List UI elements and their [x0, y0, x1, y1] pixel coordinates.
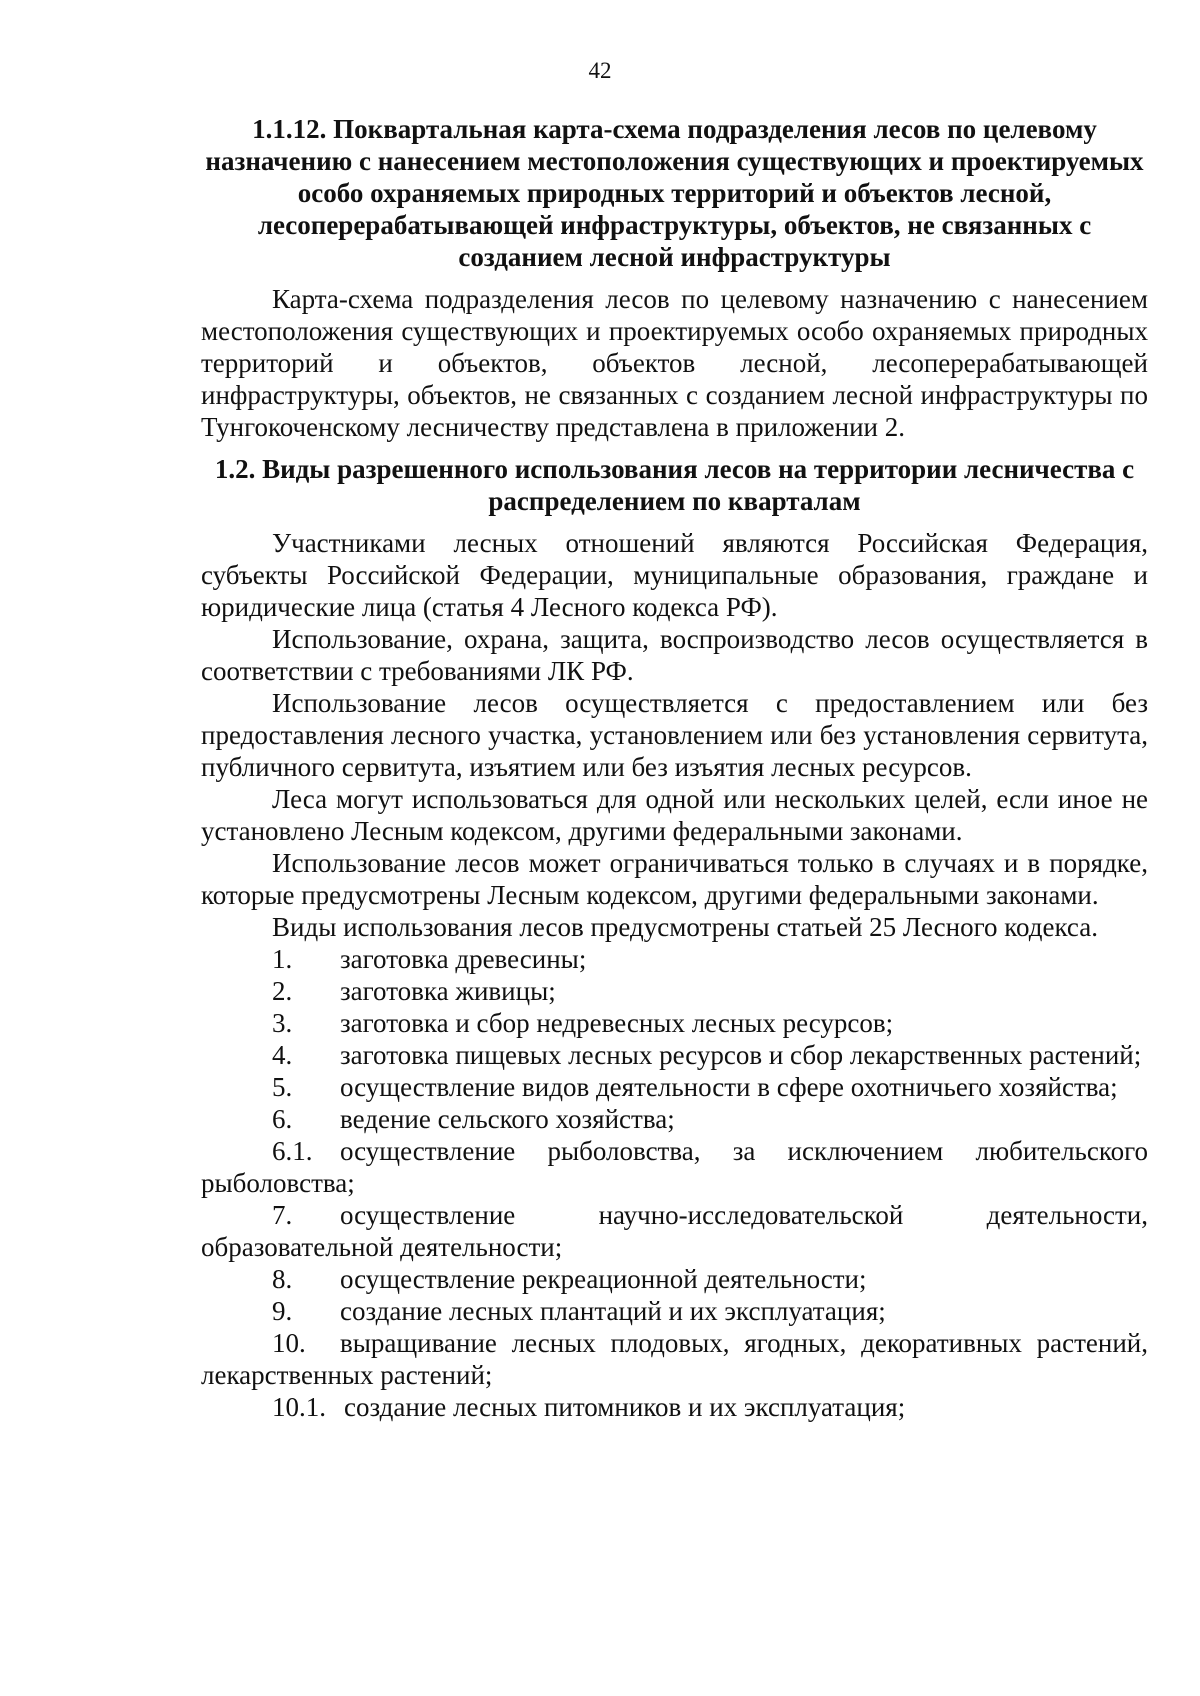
list-item: [201, 1135, 1148, 1199]
list-item-number: 10.1.: [272, 1392, 326, 1422]
list-item-number: 7.: [272, 1200, 293, 1230]
section-1-2-heading: 1.2. Виды разрешенного использования лесов на территории лесничества с распределением по кварталам: [214, 454, 1135, 516]
list-item: [201, 975, 1148, 1007]
list-item-number: 2.: [272, 976, 293, 1006]
list-item-number: 9.: [272, 1296, 293, 1326]
list-item: [201, 1295, 1148, 1327]
page-number: 42: [588, 58, 612, 83]
list-item-text: осуществление рыболовства, за исключением любительского рыболовства;: [201, 1136, 1148, 1198]
list-item-text: выращивание лесных плодовых, ягодных, декоративных растений, лекарственных растений;: [201, 1328, 1148, 1390]
list-item-text: осуществление научно-исследовательской деятельности, образовательной деятельности;: [201, 1200, 1148, 1262]
list-item-number: 4.: [272, 1040, 293, 1070]
list-item: [201, 943, 1148, 975]
paragraph-participants: Участниками лесных отношений являются Российская Федерация, субъекты Российской Федерации, муниципальные образования, граждане и юридические лица (статья 4 Лесного кодекса РФ).: [201, 528, 1148, 622]
list-item: [201, 1007, 1148, 1039]
list-item-number: 6.1.: [272, 1136, 313, 1166]
list-item: [201, 1391, 1148, 1423]
list-item-text: создание лесных плантаций и их эксплуатация;: [340, 1296, 886, 1326]
paragraph-use-conditions: Использование лесов осуществляется с предоставлением или без предоставления лесного участка, установлением или без установления сервитута, публичного сервитута, изъятием или без изъятия лесных ресурсов.: [201, 688, 1148, 782]
section-1-1-12-heading: 1.1.12. Поквартальная карта-схема подразделения лесов по целевому назначению с нанесением местоположения существующих и проектируемых особо охраняемых природных территорий и объектов лесной, лесоперерабатывающей инфраструктуры, объектов, не связанных с созданием лесной инфраструктуры: [205, 114, 1144, 272]
paragraph-restrictions: Использование лесов может ограничиваться только в случаях и в порядке, которые предусмотрены Лесным кодексом, другими федеральными законами.: [201, 848, 1148, 910]
section-1-1-12-paragraph: Карта-схема подразделения лесов по целевому назначению с нанесением местоположения существующих и проектируемых особо охраняемых природных территорий и объектов, объектов лесной, лесоперерабатывающей инфраструктуры, объектов, не связанных с созданием лесной инфраструктуры по Тунгокоченскому лесничеству представлена в приложении 2.: [201, 284, 1148, 442]
list-item-text: заготовка живицы;: [340, 976, 556, 1006]
list-item-number: 8.: [272, 1264, 293, 1294]
list-item: [201, 1199, 1148, 1263]
list-item: [201, 1327, 1148, 1391]
list-item-number: 6.: [272, 1104, 293, 1134]
list-item: [201, 1103, 1148, 1135]
list-item-text: ведение сельского хозяйства;: [340, 1104, 675, 1134]
list-item: [201, 1071, 1148, 1103]
list-item-number: 1.: [272, 944, 293, 974]
list-item: [201, 1263, 1148, 1295]
list-item: [201, 1039, 1148, 1071]
list-item-text: осуществление рекреационной деятельности;: [340, 1264, 867, 1294]
list-item-text: заготовка древесины;: [340, 944, 587, 974]
list-item-text: заготовка пищевых лесных ресурсов и сбор лекарственных растений;: [340, 1040, 1142, 1070]
list-item-text: осуществление видов деятельности в сфере охотничьего хозяйства;: [340, 1072, 1118, 1102]
page-content: [201, 113, 1148, 1423]
paragraph-use-protection: Использование, охрана, защита, воспроизводство лесов осуществляется в соответствии с требованиями ЛК РФ.: [201, 624, 1148, 686]
list-item-number: 10.: [272, 1328, 306, 1358]
list-item-number: 5.: [272, 1072, 293, 1102]
paragraph-types-intro: Виды использования лесов предусмотрены статьей 25 Лесного кодекса.: [272, 912, 1098, 942]
paragraph-multiple-purposes: Леса могут использоваться для одной или нескольких целей, если иное не установлено Лесным кодексом, другими федеральными законами.: [201, 784, 1148, 846]
list-item-text: создание лесных питомников и их эксплуатация;: [344, 1392, 906, 1422]
forest-use-types-list: [201, 943, 1148, 1423]
list-item-text: заготовка и сбор недревесных лесных ресурсов;: [340, 1008, 894, 1038]
list-item-number: 3.: [272, 1008, 293, 1038]
